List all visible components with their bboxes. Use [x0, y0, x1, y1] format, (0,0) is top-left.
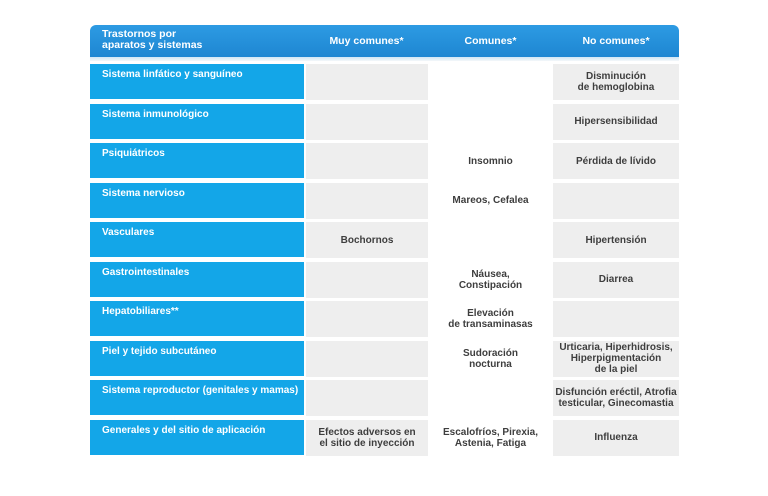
row-category-text: Gastrointestinales	[102, 266, 190, 278]
cell-muy-comunes	[306, 341, 428, 377]
table-row	[90, 341, 679, 377]
cell-no-comunes	[553, 64, 679, 100]
cell-comunes	[430, 262, 551, 298]
row-category-label	[90, 301, 304, 337]
row-category-text: Psiquiátricos	[102, 148, 165, 159]
cell-comunes	[430, 104, 551, 140]
cell-no-comunes-text: Disfunción eréctil, Atrofia testicular, Ginecomastia	[555, 387, 677, 409]
cell-comunes-text: Náusea, Constipación	[458, 268, 523, 291]
row-category-label	[90, 143, 304, 179]
cell-comunes-text: Sudoración nocturna	[462, 347, 518, 370]
cell-muy-comunes-text: Efectos adversos en el sitio de inyección	[318, 426, 416, 449]
cell-muy-comunes	[306, 222, 428, 258]
cell-muy-comunes	[306, 262, 428, 298]
row-category-label	[90, 380, 304, 416]
row-category-label	[90, 64, 304, 100]
table-row	[90, 104, 679, 140]
table-row	[90, 64, 679, 100]
table-row	[90, 262, 679, 298]
cell-no-comunes	[553, 104, 679, 140]
cell-muy-comunes	[306, 420, 428, 456]
header-category: Trastornos por aparatos y sistemas	[102, 28, 203, 51]
row-category-text: Vasculares	[102, 227, 155, 238]
cell-muy-comunes	[306, 301, 428, 337]
cell-no-comunes-text: Disminución de hemoglobina	[577, 71, 655, 93]
row-category-text: Hepatobiliares**	[102, 306, 179, 317]
adverse-effects-table	[90, 25, 679, 463]
table-row	[90, 301, 679, 337]
row-category-label	[90, 420, 304, 456]
cell-comunes	[430, 183, 551, 219]
cell-comunes	[430, 143, 551, 179]
cell-muy-comunes	[306, 64, 428, 100]
header-no-comunes: No comunes*	[582, 35, 650, 47]
table-header	[90, 25, 679, 57]
cell-comunes-text: Escalofríos, Pirexia, Astenia, Fatiga	[442, 426, 539, 449]
cell-comunes	[430, 420, 551, 456]
cell-no-comunes-text: Influenza	[594, 432, 638, 443]
cell-no-comunes	[553, 341, 679, 377]
cell-no-comunes	[553, 183, 679, 219]
row-category-text: Generales y del sitio de aplicación	[102, 424, 266, 436]
header-muy-comunes: Muy comunes*	[329, 35, 404, 47]
cell-muy-comunes	[306, 104, 428, 140]
cell-muy-comunes	[306, 380, 428, 416]
cell-comunes	[430, 301, 551, 337]
cell-muy-comunes	[306, 143, 428, 179]
cell-no-comunes	[553, 301, 679, 337]
cell-comunes	[430, 222, 551, 258]
cell-no-comunes-text: Diarrea	[598, 274, 634, 285]
table-row	[90, 420, 679, 456]
cell-no-comunes-text: Pérdida de lívido	[575, 155, 657, 167]
table-row	[90, 183, 679, 219]
cell-comunes	[430, 64, 551, 100]
row-category-text: Sistema nervioso	[102, 187, 185, 199]
table-row	[90, 222, 679, 258]
cell-comunes-text: Mareos, Cefalea	[452, 195, 529, 206]
row-category-label	[90, 222, 304, 258]
cell-no-comunes	[553, 143, 679, 179]
cell-comunes-text: Elevación de transaminasas	[448, 308, 533, 330]
row-category-label	[90, 183, 304, 219]
cell-comunes	[430, 380, 551, 416]
cell-muy-comunes-text: Bochornos	[340, 234, 394, 246]
table-row	[90, 380, 679, 416]
cell-no-comunes	[553, 222, 679, 258]
row-category-label	[90, 104, 304, 140]
row-category-label	[90, 341, 304, 377]
cell-comunes-text: Insomnio	[468, 155, 513, 167]
cell-muy-comunes	[306, 183, 428, 219]
row-category-label	[90, 262, 304, 298]
table-row	[90, 143, 679, 179]
cell-no-comunes	[553, 420, 679, 456]
row-category-text: Sistema inmunológico	[102, 108, 209, 120]
row-category-text: Piel y tejido subcutáneo	[102, 345, 217, 357]
cell-comunes	[430, 341, 551, 377]
header-shadow	[90, 57, 679, 61]
cell-no-comunes-text: Hipersensibilidad	[574, 116, 658, 127]
header-comunes: Comunes*	[464, 35, 517, 47]
row-category-text: Sistema linfático y sanguíneo	[102, 69, 243, 80]
row-category-text: Sistema reproductor (genitales y mamas)	[102, 385, 299, 396]
cell-no-comunes-text: Urticaria, Hiperhidrosis, Hiperpigmentación de la piel	[559, 342, 673, 375]
cell-no-comunes	[553, 380, 679, 416]
cell-no-comunes	[553, 262, 679, 298]
cell-no-comunes-text: Hipertensión	[585, 234, 647, 246]
